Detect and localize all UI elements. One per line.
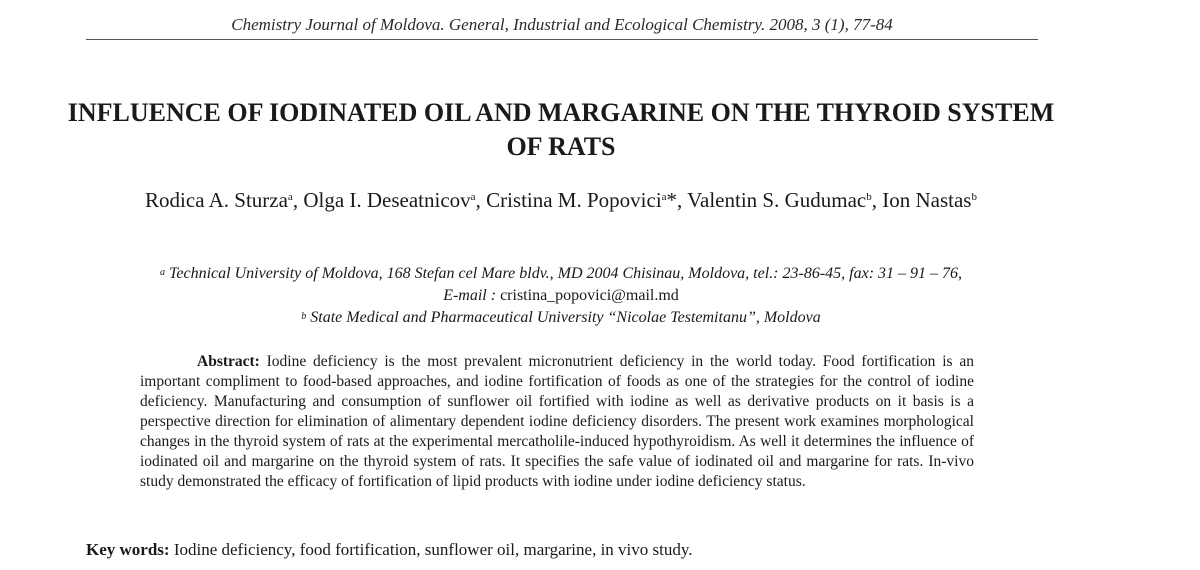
affiliation-marker: b bbox=[866, 191, 872, 203]
abstract-text: Iodine deficiency is the most prevalent micronutrient deficiency in the world today. Food fortification is an important compliment to food-based approaches, and iodine fortification of foods as one of the strategies for the control of iodine deficiency. Manufacturing and consumption of sunflower oil fortified with iodine as well as derivative products on it basis is a perspective direction for elimination of alimentary dependent iodine deficiency disorders. The present work examines morphological changes in the thyroid system of rats at the experimental mercatholile-induced hypothyroidism. As well it determines the influence of iodinated oil and margarine on the thyroid system of rats. It specifies the safe value of iodinated oil and margarine for rats. In-vivo study demonstrated the efficacy of fortification of lipid products with iodine under iodine deficiency status. bbox=[140, 353, 974, 490]
keywords bbox=[86, 539, 1036, 561]
email-line bbox=[60, 285, 1062, 307]
author-name: Olga I. Deseatnicov bbox=[303, 188, 471, 212]
author-separator: , bbox=[677, 188, 688, 212]
author-name: Ion Nastas bbox=[882, 188, 972, 212]
running-header: Chemistry Journal of Moldova. General, Industrial and Ecological Chemistry. 2008, 3 (1), 77-84 bbox=[231, 15, 893, 34]
author-name: Valentin S. Gudumac bbox=[687, 188, 867, 212]
author-separator: , bbox=[475, 188, 487, 212]
affiliation-b bbox=[60, 307, 1062, 329]
keywords-text: Iodine deficiency, food fortification, sunflower oil, margarine, in vivo study. bbox=[173, 540, 693, 559]
affiliation-text: State Medical and Pharmaceutical University “Nicolae Testemitanu”, Moldova bbox=[310, 309, 821, 326]
affiliation-marker: a bbox=[661, 191, 667, 203]
abstract bbox=[140, 352, 974, 492]
affiliation-a bbox=[60, 263, 1062, 285]
abstract-label: Abstract: bbox=[197, 353, 260, 370]
affiliations bbox=[60, 263, 1062, 329]
author-name: Rodica A. Sturza bbox=[145, 188, 288, 212]
affiliation-marker: b bbox=[971, 191, 977, 203]
corresponding-author-mark: * bbox=[666, 188, 678, 212]
author-list bbox=[100, 186, 1022, 214]
paper-title: INFLUENCE OF IODINATED OIL AND MARGARINE ON THE THYROID SYSTEM OF RATS bbox=[67, 98, 1055, 161]
header-divider bbox=[86, 39, 1038, 40]
email-label: E-mail : bbox=[443, 287, 501, 304]
affiliation-marker: b bbox=[301, 311, 307, 322]
email-link[interactable]: cristina_popovici@mail.md bbox=[500, 287, 679, 304]
author-separator: , bbox=[292, 188, 304, 212]
keywords-label: Key words: bbox=[86, 540, 170, 559]
author-separator: , bbox=[871, 188, 883, 212]
author-name: Cristina M. Popovici bbox=[486, 188, 662, 212]
affiliation-marker: a bbox=[287, 191, 293, 203]
affiliation-text: Technical University of Moldova, 168 Stefan cel Mare bldv., MD 2004 Chisinau, Moldova, tel.: 23-86-45, fax: 31 – 91 – 76, bbox=[168, 265, 963, 282]
affiliation-marker: a bbox=[470, 191, 476, 203]
affiliation-marker: a bbox=[159, 267, 165, 278]
